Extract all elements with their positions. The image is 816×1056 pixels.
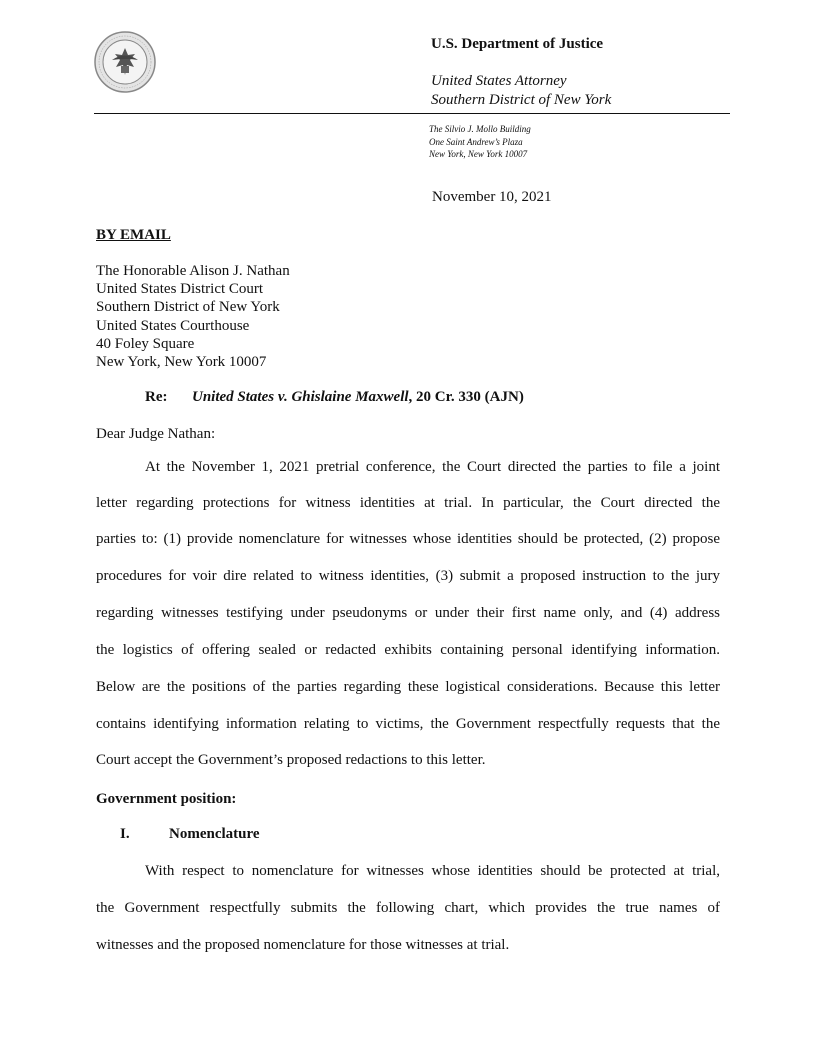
letter-date: November 10, 2021	[432, 189, 552, 205]
body-line: contains identifying information relating to victims, the Government respectfully requests that the	[96, 716, 720, 732]
doj-seal-icon	[94, 31, 156, 93]
address-line: The Silvio J. Mollo Building	[429, 124, 531, 134]
department-name: U.S. Department of Justice	[431, 36, 604, 52]
re-case	[192, 389, 524, 406]
section-title: Nomenclature	[169, 826, 260, 842]
body-line: the Government respectfully submits the following chart, which provides the true names of	[96, 900, 720, 916]
body-line: Below are the positions of the parties regarding these logistical considerations. Because this letter	[96, 679, 720, 695]
office-title: United States Attorney	[431, 73, 567, 89]
delivery-method: BY EMAIL	[96, 227, 171, 243]
recipient-line: 40 Foley Square	[96, 336, 195, 352]
body-line: parties to: (1) provide nomenclature for witnesses whose identities should be protected, (2) propose	[96, 531, 720, 547]
address-line: New York, New York 10007	[429, 149, 528, 159]
body-line: At the November 1, 2021 pretrial conference, the Court directed the parties to file a joint	[145, 459, 720, 475]
body-line: regarding witnesses testifying under pseudonyms or under their first name only, and (4) address	[96, 605, 720, 621]
body-line: letter regarding protections for witness identities at trial. In particular, the Court directed the	[96, 495, 720, 511]
salutation: Dear Judge Nathan:	[96, 426, 216, 442]
address-line: One Saint Andrew’s Plaza	[429, 137, 523, 147]
header-rule	[94, 113, 730, 114]
office-district: Southern District of New York	[431, 92, 612, 108]
body-line: witnesses and the proposed nomenclature for those witnesses at trial.	[96, 937, 510, 953]
case-number: , 20 Cr. 330 (AJN)	[408, 389, 524, 405]
re-label: Re:	[145, 389, 168, 405]
body-line: Court accept the Government’s proposed redactions to this letter.	[96, 752, 486, 768]
body-line: procedures for voir dire related to witness identities, (3) submit a proposed instruction to the jury	[96, 568, 720, 584]
body-line: With respect to nomenclature for witnesses whose identities should be protected at trial,	[145, 863, 720, 879]
recipient-line: The Honorable Alison J. Nathan	[96, 263, 290, 279]
section-heading: Government position:	[96, 791, 237, 807]
recipient-line: United States Courthouse	[96, 318, 250, 334]
section-number: I.	[120, 826, 130, 842]
case-name: United States v. Ghislaine Maxwell	[192, 389, 409, 405]
recipient-line: United States District Court	[96, 281, 264, 297]
recipient-line: Southern District of New York	[96, 299, 280, 315]
recipient-line: New York, New York 10007	[96, 354, 267, 370]
body-line: the logistics of offering sealed or redacted exhibits containing personal identifying information.	[96, 642, 720, 658]
